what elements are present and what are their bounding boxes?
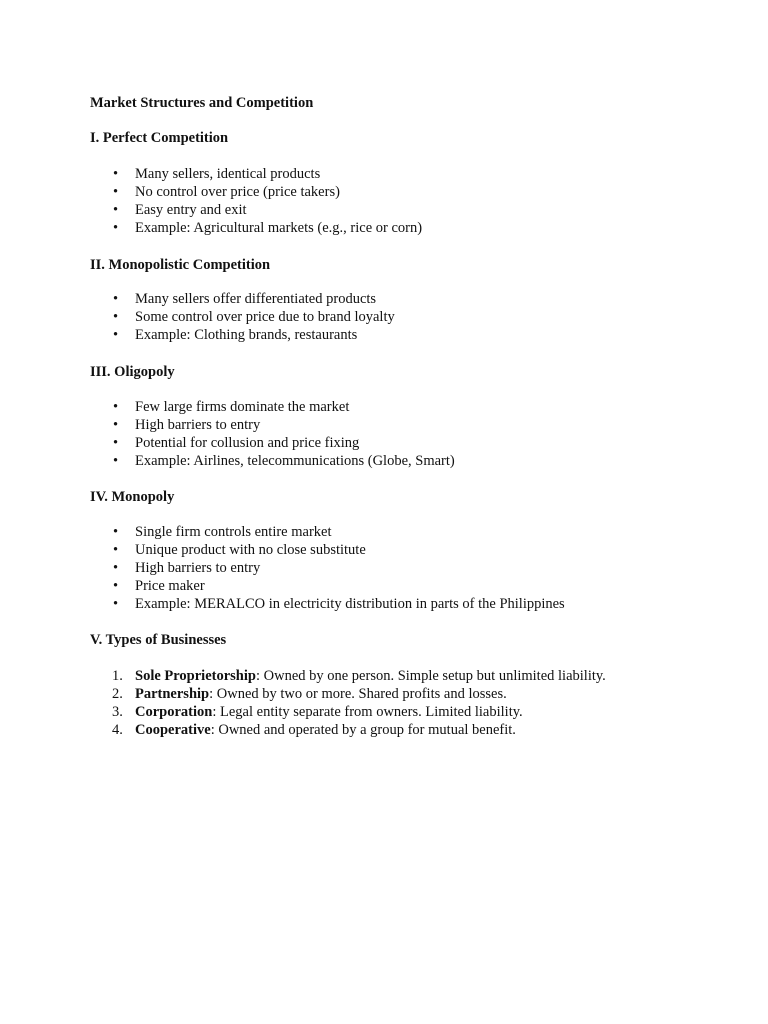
list-item <box>90 290 395 308</box>
list-item-text: Example: Agricultural markets (e.g., rice or corn) <box>135 220 423 236</box>
list-item-text: Unique product with no close substitute <box>135 542 366 558</box>
list-item <box>90 398 455 416</box>
list-item <box>90 452 455 470</box>
list-item <box>90 703 606 721</box>
list-item <box>90 201 422 219</box>
list-number: 4. <box>112 722 123 738</box>
list-item-text: Few large firms dominate the market <box>135 399 350 415</box>
bullet-icon: • <box>113 524 119 540</box>
list-item <box>90 541 565 559</box>
business-type-description: : Owned and operated by a group for mutual benefit. <box>210 722 516 738</box>
bullet-icon: • <box>113 184 119 200</box>
list-number: 2. <box>112 686 123 702</box>
list-item-text: Many sellers, identical products <box>135 166 321 182</box>
section-heading-perfect-competition: I. Perfect Competition <box>90 130 229 146</box>
bullet-icon: • <box>113 202 119 218</box>
bullet-icon: • <box>113 220 119 236</box>
list-item <box>90 667 606 685</box>
list-item <box>90 219 422 237</box>
list-item-text: Easy entry and exit <box>135 202 247 218</box>
bullet-icon: • <box>113 578 119 594</box>
list-item-text: Example: Clothing brands, restaurants <box>135 327 358 343</box>
list-item <box>90 685 606 703</box>
business-type-description: : Owned by one person. Simple setup but unlimited liability. <box>255 668 606 684</box>
bullet-icon: • <box>113 399 119 415</box>
list-item <box>90 559 565 577</box>
business-type-term: Corporation <box>135 704 213 720</box>
bullet-list-monopoly <box>90 523 565 613</box>
list-item-text: Potential for collusion and price fixing <box>135 435 360 451</box>
list-item <box>90 308 395 326</box>
business-type-description: : Owned by two or more. Shared profits and losses. <box>209 686 507 702</box>
bullet-list-monopolistic-competition <box>90 290 395 344</box>
bullet-icon: • <box>113 327 119 343</box>
list-item <box>90 577 565 595</box>
list-item-text: Example: MERALCO in electricity distribution in parts of the Philippines <box>135 596 565 612</box>
bullet-icon: • <box>113 417 119 433</box>
list-item <box>90 523 565 541</box>
business-type-term: Partnership <box>135 686 210 702</box>
bullet-list-perfect-competition <box>90 165 422 237</box>
section-heading-oligopoly: III. Oligopoly <box>90 364 175 380</box>
list-item-text: Some control over price due to brand loyalty <box>135 309 395 325</box>
list-item <box>90 416 455 434</box>
list-item-text: Many sellers offer differentiated products <box>135 291 377 307</box>
document-title: Market Structures and Competition <box>90 95 314 111</box>
list-item <box>90 721 606 739</box>
list-item-text: Example: Airlines, telecommunications (Globe, Smart) <box>135 453 455 469</box>
list-item-text: Price maker <box>135 578 205 594</box>
business-type-term: Cooperative <box>135 722 211 738</box>
bullet-icon: • <box>113 166 119 182</box>
list-item <box>90 183 422 201</box>
list-item-text: High barriers to entry <box>135 560 261 576</box>
list-item <box>90 434 455 452</box>
business-type-description: : Legal entity separate from owners. Limited liability. <box>212 704 523 720</box>
list-number: 1. <box>112 668 123 684</box>
list-item <box>90 165 422 183</box>
bullet-list-oligopoly <box>90 398 455 470</box>
section-heading-monopoly: IV. Monopoly <box>90 489 175 505</box>
bullet-icon: • <box>113 435 119 451</box>
bullet-icon: • <box>113 596 119 612</box>
list-item-text: No control over price (price takers) <box>135 184 340 200</box>
list-item <box>90 326 395 344</box>
section-heading-types-of-businesses: V. Types of Businesses <box>90 632 227 648</box>
list-number: 3. <box>112 704 123 720</box>
bullet-icon: • <box>113 453 119 469</box>
numbered-list-types-of-businesses <box>90 667 606 739</box>
bullet-icon: • <box>113 309 119 325</box>
list-item-text: Single firm controls entire market <box>135 524 332 540</box>
bullet-icon: • <box>113 291 119 307</box>
business-type-term: Sole Proprietorship <box>135 668 256 684</box>
section-heading-monopolistic-competition: II. Monopolistic Competition <box>90 257 271 273</box>
list-item <box>90 595 565 613</box>
bullet-icon: • <box>113 560 119 576</box>
list-item-text: High barriers to entry <box>135 417 261 433</box>
bullet-icon: • <box>113 542 119 558</box>
